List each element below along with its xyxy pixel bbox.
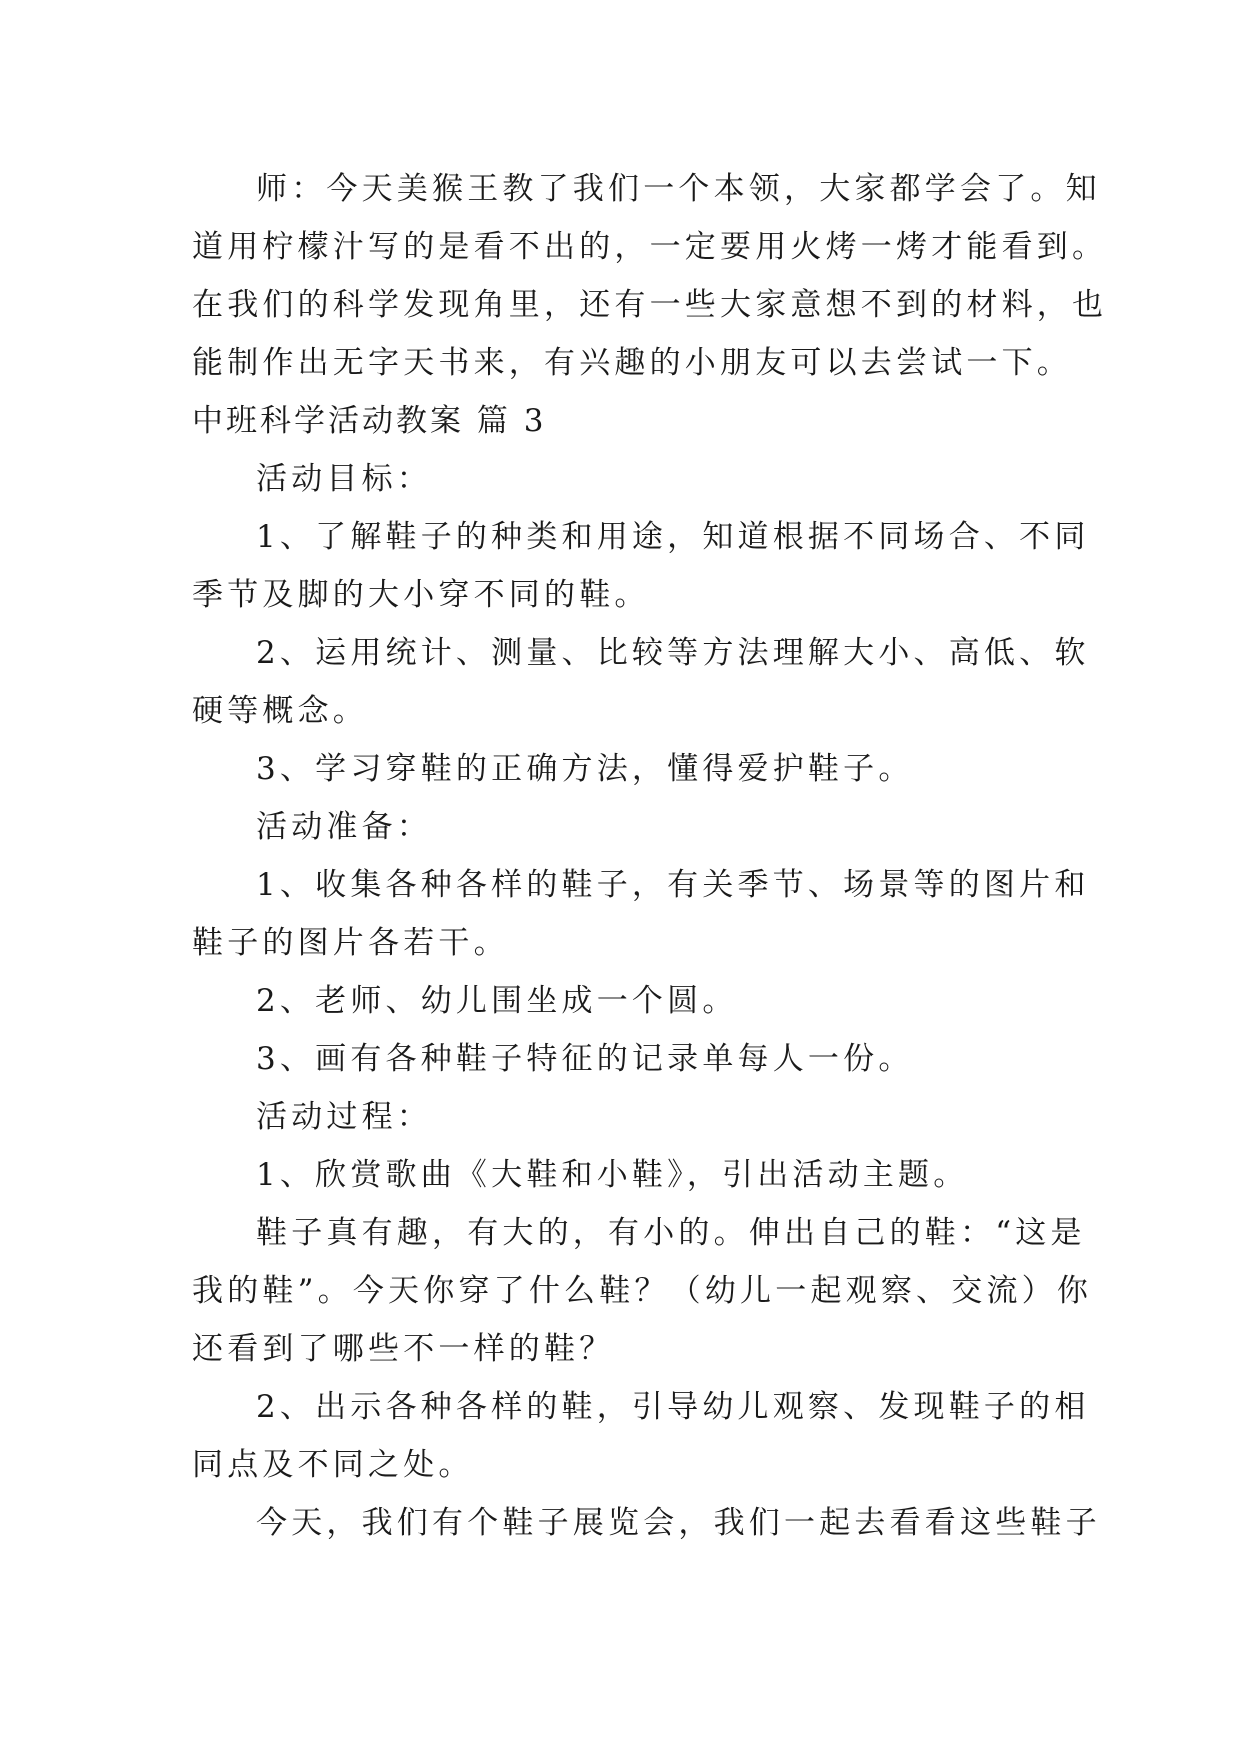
paragraph-prep-3 [192,1030,1072,1088]
text-line: 2、老师、幼儿围坐成一个圆。 [256,983,738,1019]
paragraph-goal-1 [192,508,1090,624]
text-line: 活动目标： [256,461,432,497]
paragraph-goal-3 [192,740,1072,798]
text-line: 1、欣赏歌曲《大鞋和小鞋》，引出活动主题。 [256,1157,969,1193]
text-line: 还看到了哪些不一样的鞋？ [192,1331,615,1367]
paragraph-process-2 [192,1378,1090,1494]
paragraph-goal-2 [192,624,1090,740]
paragraph-prep-2 [192,972,1072,1030]
text-line: 3、学习穿鞋的正确方法，懂得爱护鞋子。 [256,751,914,787]
paragraph-process-1-detail [192,1204,1093,1378]
text-line: 鞋子的图片各若干。 [192,925,509,961]
text-line: 2、运用统计、测量、比较等方法理解大小、高低、软 [256,635,1090,671]
text-line: 活动过程： [256,1099,432,1135]
paragraph-process-label [192,1088,1072,1146]
text-line: 活动准备： [256,809,432,845]
text-line: 今天，我们有个鞋子展览会，我们一起去看看这些鞋子 [256,1505,1101,1541]
text-line: 鞋子真有趣，有大的，有小的。伸出自己的鞋：“这是 [256,1215,1086,1251]
paragraph-conclusion [192,160,1108,392]
paragraph-process-2-detail [192,1494,1101,1552]
paragraph-goals-label [192,450,1072,508]
paragraph-prep-1 [192,856,1090,972]
text-line: 1、了解鞋子的种类和用途，知道根据不同场合、不同 [256,519,1090,555]
paragraph-prep-label [192,798,1072,856]
text-line: 道用柠檬汁写的是看不出的，一定要用火烤一烤才能看到。 [192,229,1108,265]
text-line: 师：今天美猴王教了我们一个本领，大家都学会了。知 [256,171,1101,207]
text-line: 1、收集各种各样的鞋子，有关季节、场景等的图片和 [256,867,1090,903]
document-body [192,160,1108,1552]
text-line: 同点及不同之处。 [192,1447,474,1483]
text-line: 能制作出无字天书来，有兴趣的小朋友可以去尝试一下。 [192,345,1072,381]
paragraph-process-1 [192,1146,1072,1204]
text-line: 3、画有各种鞋子特征的记录单每人一份。 [256,1041,914,1077]
text-line: 在我们的科学发现角里，还有一些大家意想不到的材料，也 [192,287,1108,323]
section-heading: 中班科学活动教案 篇 3 [192,403,547,439]
text-line: 季节及脚的大小穿不同的鞋。 [192,577,650,613]
text-line: 2、出示各种各样的鞋，引导幼儿观察、发现鞋子的相 [256,1389,1090,1425]
text-line: 我的鞋”。今天你穿了什么鞋？（幼儿一起观察、交流）你 [192,1273,1093,1309]
text-line: 硬等概念。 [192,693,368,729]
